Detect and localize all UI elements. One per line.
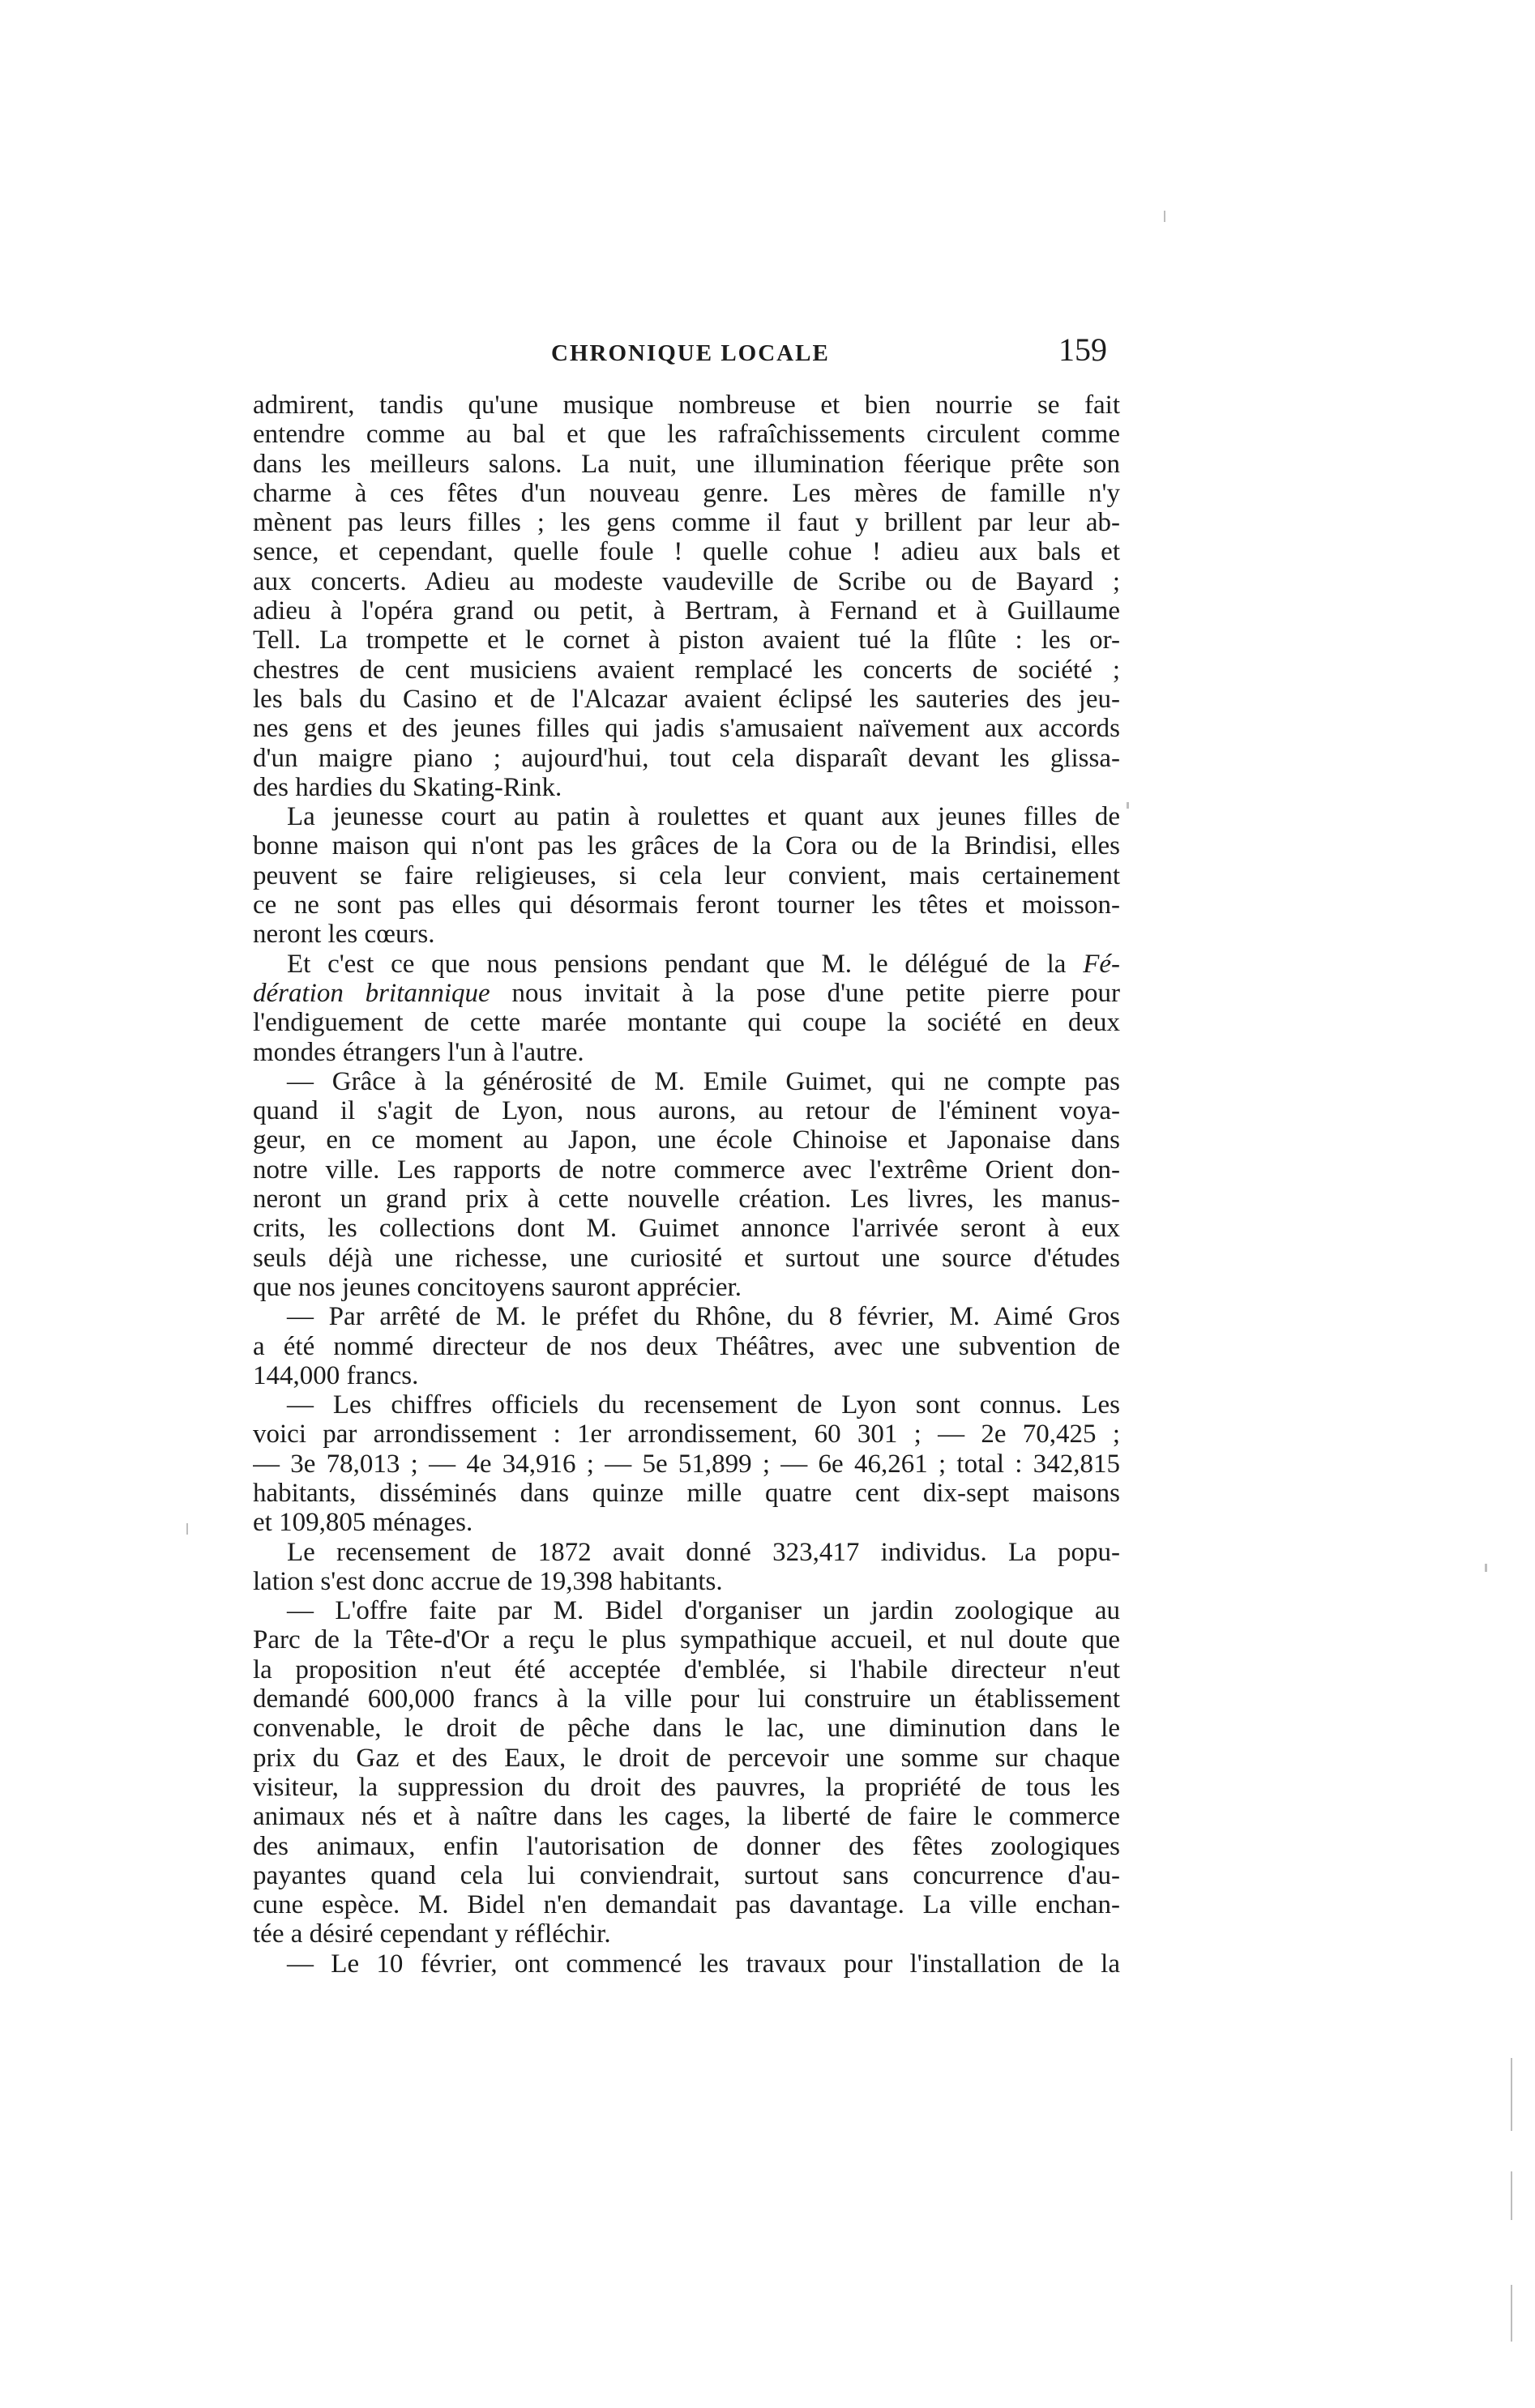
text-line: [253, 1714, 1120, 1743]
line-text: — Par arrêté de M. le préfet du Rhône, du 8 février, M. Aimé Gros: [287, 1302, 1120, 1332]
line-text: animaux nés et à naître dans les cages, la liberté de faire le commerce: [253, 1802, 1120, 1832]
text-line: [253, 1302, 1120, 1331]
text-line: [253, 655, 1120, 685]
scan-speck: [1127, 802, 1129, 809]
text-line: [253, 1185, 1120, 1214]
line-text: mondes étrangers l'un à l'autre.: [253, 1037, 584, 1067]
text-line: [253, 1919, 1120, 1949]
text-line: [253, 1802, 1120, 1831]
line-text: convenable, le droit de pêche dans le lac, une diminution dans le: [253, 1714, 1120, 1744]
line-text: quand il s'agit de Lyon, nous aurons, au retour de l'éminent voya-: [253, 1096, 1120, 1126]
text-line: [253, 1067, 1120, 1096]
line-text: aux concerts. Adieu au modeste vaudeville de Scribe ou de Bayard ;: [253, 566, 1120, 596]
line-text: prix du Gaz et des Eaux, le droit de percevoir une somme sur chaque: [253, 1743, 1120, 1773]
line-text: seuls déjà une richesse, une curiosité et surtout une source d'études: [253, 1243, 1120, 1273]
scan-speck: [1485, 1564, 1487, 1572]
text-line: [253, 1155, 1120, 1185]
line-text: habitants, disséminés dans quinze mille quatre cent dix-sept maisons: [253, 1478, 1120, 1508]
text-line: [253, 1596, 1120, 1625]
text-line: [253, 1949, 1120, 1979]
running-title: CHRONIQUE LOCALE: [551, 340, 830, 366]
text-line: [253, 685, 1120, 714]
line-text: la proposition n'eut été acceptée d'emblée, si l'habile directeur n'eut: [253, 1654, 1120, 1684]
text-line: [253, 1508, 1120, 1537]
line-text: les bals du Casino et de l'Alcazar avaient éclipsé les sauteries des jeu-: [253, 684, 1120, 714]
text-line: [253, 567, 1120, 596]
italic-text: Fé-: [1083, 949, 1120, 979]
text-line: [253, 890, 1120, 920]
text-line: [253, 1332, 1120, 1361]
line-text: — Les chiffres officiels du recensement de Lyon sont connus. Les: [287, 1390, 1120, 1420]
line-text: bonne maison qui n'ont pas les grâces de la Cora ou de la Brindisi, elles: [253, 831, 1120, 861]
text-line: [253, 1625, 1120, 1654]
text-line: [253, 596, 1120, 625]
line-text: que nos jeunes concitoyens sauront apprécier.: [253, 1272, 742, 1302]
text-line: [253, 1420, 1120, 1449]
text-line: [253, 1214, 1120, 1243]
line-text: entendre comme au bal et que les rafraîchissements circulent comme: [253, 420, 1120, 450]
text-line: [253, 1096, 1120, 1125]
text-line: [253, 450, 1120, 479]
line-text: Parc de la Tête-d'Or a reçu le plus sympathique accueil, et nul doute que: [253, 1625, 1120, 1655]
text-line: [253, 1008, 1120, 1037]
line-text: neront les cœurs.: [253, 920, 435, 950]
line-text: nes gens et des jeunes filles qui jadis s'amusaient naïvement aux accords: [253, 714, 1120, 744]
line-text: charme à ces fêtes d'un nouveau genre. Les mères de famille n'y: [253, 478, 1120, 508]
text-line: [253, 1567, 1120, 1596]
line-text: lation s'est donc accrue de 19,398 habitants.: [253, 1566, 723, 1596]
text-line: [253, 1449, 1120, 1479]
line-text: dans les meilleurs salons. La nuit, une illumination féerique prête son: [253, 449, 1120, 479]
text-line: [253, 1244, 1120, 1273]
text-line: [253, 1361, 1120, 1390]
page-header: [0, 331, 1535, 379]
text-line: [253, 508, 1120, 537]
text-line: [253, 1890, 1120, 1919]
line-text: d'un maigre piano ; aujourd'hui, tout cela disparaît devant les glissa-: [253, 743, 1120, 773]
line-text: l'endiguement de cette marée montante qui coupe la société en deux: [253, 1008, 1120, 1038]
line-text: tée a désiré cependant y réfléchir.: [253, 1919, 611, 1949]
line-text: des hardies du Skating-Rink.: [253, 772, 562, 802]
line-text: ce ne sont pas elles qui désormais feront tourner les têtes et moisson-: [253, 890, 1120, 920]
text-line: [253, 420, 1120, 449]
line-text: Et c'est ce que nous pensions pendant que M. le délégué de la: [287, 949, 1084, 979]
line-text: adieu à l'opéra grand ou petit, à Bertram, à Fernand et à Guillaume: [253, 596, 1120, 626]
text-line: [253, 1125, 1120, 1155]
line-text: — Le 10 février, ont commencé les travaux pour l'installation de la: [287, 1949, 1120, 1979]
line-text: crits, les collections dont M. Guimet annonce l'arrivée seront à eux: [253, 1214, 1120, 1244]
text-line: [253, 1038, 1120, 1067]
line-text: chestres de cent musiciens avaient remplacé les concerts de société ;: [253, 655, 1120, 685]
text-line: [253, 861, 1120, 890]
line-text: payantes quand cela lui conviendrait, surtout sans concurrence d'au-: [253, 1860, 1120, 1890]
text-line: [253, 714, 1120, 743]
line-text: demandé 600,000 francs à la ville pour lui construire un établissement: [253, 1684, 1120, 1714]
text-line: [253, 1861, 1120, 1890]
text-line: [253, 537, 1120, 566]
text-line: [253, 1390, 1120, 1420]
text-line: [253, 1773, 1120, 1802]
line-text: admirent, tandis qu'une musique nombreuse et bien nourrie se fait: [253, 391, 1120, 420]
line-text: nous invitait à la pose d'une petite pierre pour: [490, 978, 1120, 1008]
scan-speck: [186, 1523, 188, 1535]
text-line: [253, 1273, 1120, 1302]
line-text: notre ville. Les rapports de notre commerce avec l'extrême Orient don-: [253, 1155, 1120, 1185]
text-line: [253, 391, 1120, 420]
line-text: peuvent se faire religieuses, si cela leur convient, mais certainement: [253, 860, 1120, 890]
italic-text: dération britannique: [253, 978, 490, 1008]
page-number: 159: [1058, 331, 1107, 368]
text-line: [253, 744, 1120, 773]
line-text: cune espèce. M. Bidel n'en demandait pas davantage. La ville enchan-: [253, 1890, 1120, 1920]
text-line: [253, 625, 1120, 655]
scan-speck: [1164, 211, 1165, 222]
text-line: [253, 1479, 1120, 1508]
line-text: geur, en ce moment au Japon, une école Chinoise et Japonaise dans: [253, 1125, 1120, 1155]
line-text: sence, et cependant, quelle foule ! quelle cohue ! adieu aux bals et: [253, 537, 1120, 567]
text-line: [253, 1684, 1120, 1714]
text-line: [253, 1538, 1120, 1567]
text-line: [253, 1832, 1120, 1861]
line-text: mènent pas leurs filles ; les gens comme il faut y brillent par leur ab-: [253, 508, 1120, 538]
scan-speck: [1511, 2171, 1512, 2220]
line-text: Le recensement de 1872 avait donné 323,417 individus. La popu-: [287, 1537, 1120, 1567]
text-line: [253, 1655, 1120, 1684]
line-text: — L'offre faite par M. Bidel d'organiser un jardin zoologique au: [287, 1596, 1120, 1626]
line-text: — Grâce à la générosité de M. Emile Guimet, qui ne compte pas: [287, 1066, 1120, 1096]
line-text: voici par arrondissement : 1er arrondissement, 60 301 ; — 2e 70,425 ;: [253, 1420, 1120, 1449]
line-text: et 109,805 ménages.: [253, 1508, 473, 1538]
scan-speck: [1511, 2058, 1512, 2131]
line-text: a été nommé directeur de nos deux Théâtres, avec une subvention de: [253, 1331, 1120, 1361]
line-text: 144,000 francs.: [253, 1360, 419, 1390]
scan-speck: [1511, 2285, 1512, 2342]
text-line: [253, 773, 1120, 802]
text-line: [253, 920, 1120, 949]
line-text: La jeunesse court au patin à roulettes et quant aux jeunes filles de: [287, 802, 1120, 832]
text-line: [253, 1744, 1120, 1773]
text-line: [253, 802, 1120, 831]
text-line: [253, 950, 1120, 979]
line-text: visiteur, la suppression du droit des pauvres, la propriété de tous les: [253, 1772, 1120, 1802]
line-text: neront un grand prix à cette nouvelle création. Les livres, les manus-: [253, 1185, 1120, 1215]
text-line: [253, 979, 1120, 1008]
body-text: [253, 391, 1120, 1979]
line-text: des animaux, enfin l'autorisation de donner des fêtes zoologiques: [253, 1831, 1120, 1861]
text-line: [253, 831, 1120, 860]
text-line: [253, 479, 1120, 508]
line-text: Tell. La trompette et le cornet à piston avaient tué la flûte : les or-: [253, 625, 1120, 655]
line-text: — 3e 78,013 ; — 4e 34,916 ; — 5e 51,899 ; — 6e 46,261 ; total : 342,815: [253, 1449, 1120, 1479]
